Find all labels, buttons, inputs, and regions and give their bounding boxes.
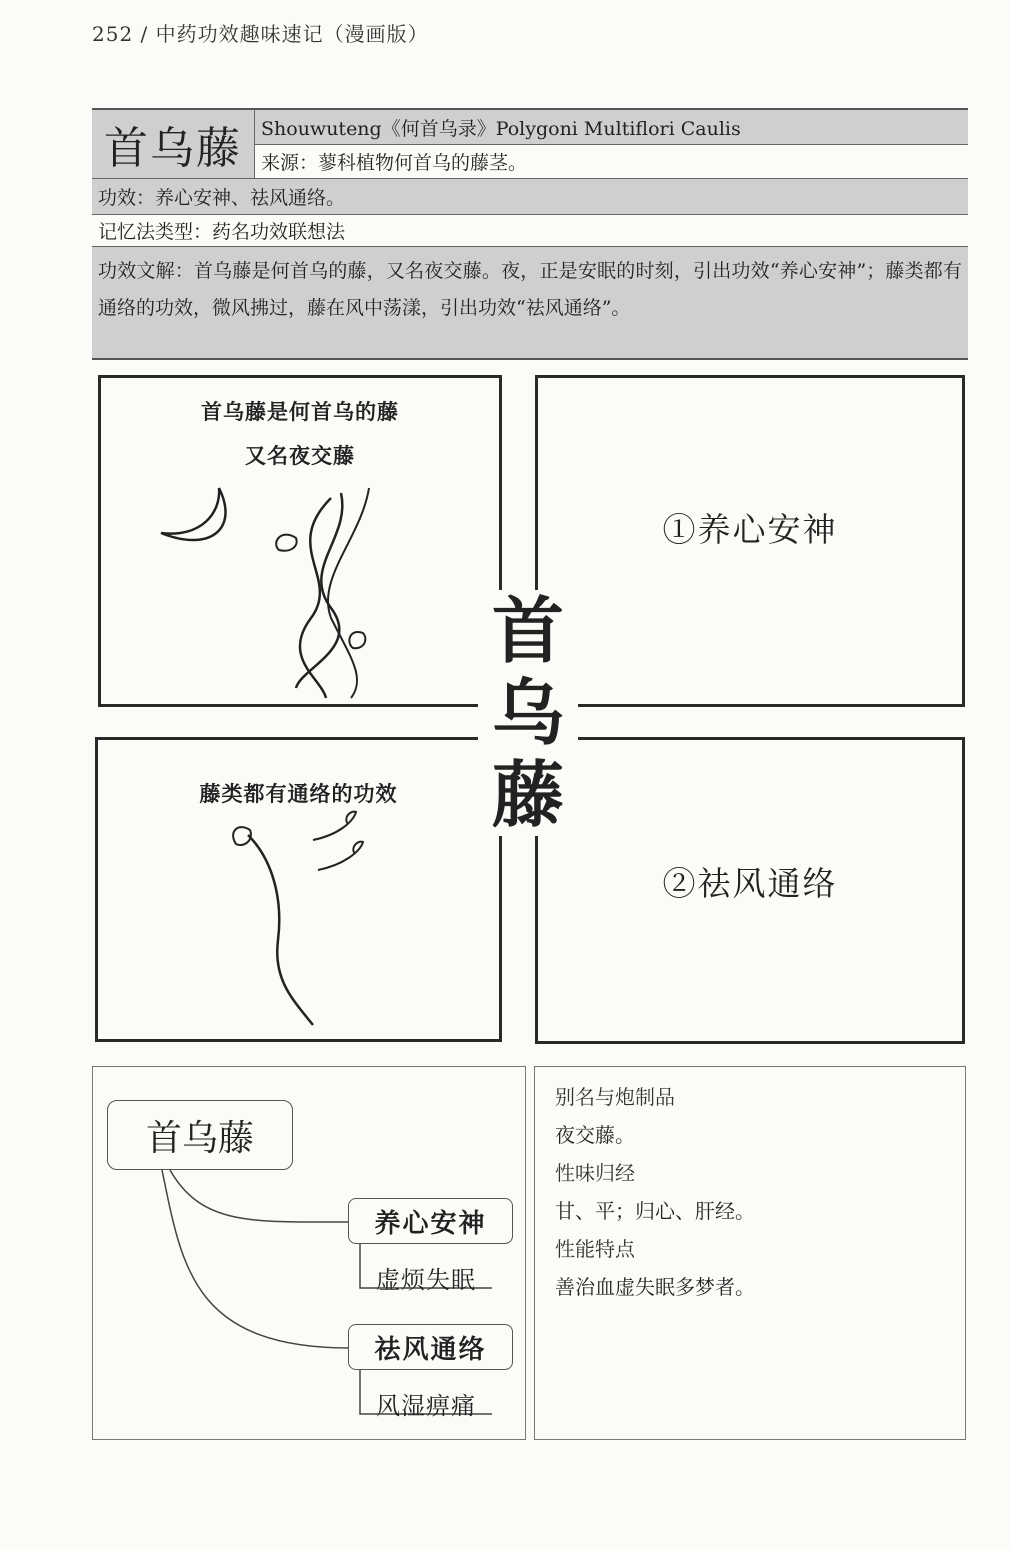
- panel4-text: ②祛风通络: [662, 864, 838, 903]
- nature-value: 甘、平；归心、肝经。: [555, 1199, 755, 1223]
- side-info: [555, 1078, 955, 1306]
- mindmap-branch-1: 养心安神: [348, 1198, 513, 1244]
- latin-name-line: Shouwuteng《何首乌录》Polygoni Multiflori Caulis: [255, 110, 968, 145]
- comic-panel-4: [535, 737, 965, 1044]
- moon-icon: [161, 488, 226, 540]
- leaf-icon: [276, 535, 296, 551]
- panel3-caption: 藤类都有通络的功效: [199, 781, 398, 806]
- header-separator: /: [140, 22, 149, 46]
- mindmap-sub-1: 虚烦失眠: [376, 1266, 476, 1294]
- wind-and-vine-drawing: [98, 740, 499, 1039]
- explanation-text: 功效文解：首乌藤是何首乌的藤，又名夜交藤。夜，正是安眠的时刻，引出功效“养心安神”；藤类都有通络的功效，微风拂过，藤在风中荡漾，引出功效“祛风通络”。: [92, 247, 968, 358]
- comic-panel-1: [98, 375, 502, 707]
- center-vertical-title: [478, 590, 578, 836]
- feature-value: 善治血虚失眠多梦者。: [555, 1275, 755, 1299]
- connector-line: [162, 1170, 350, 1348]
- panel2-text: ①养心安神: [662, 510, 838, 549]
- mindmap-root: 首乌藤: [107, 1100, 293, 1170]
- connector-line: [170, 1170, 350, 1222]
- nature-title: 性味归经: [555, 1161, 635, 1185]
- panel1-caption-line1: 首乌藤是何首乌的藤: [201, 399, 399, 424]
- leaf-icon: [349, 632, 365, 648]
- wind-gust-icon: [318, 842, 363, 870]
- alias-title: 别名与炮制品: [555, 1085, 675, 1109]
- source-line: 来源：蓼科植物何首乌的藤茎。: [261, 152, 528, 174]
- comic-panel-2: [535, 375, 965, 707]
- comic-panel-3: [95, 737, 502, 1042]
- book-title: 中药功效趣味速记（漫画版）: [155, 22, 429, 46]
- effect-line: 功效：养心安神、祛风通络。: [92, 179, 968, 215]
- vine-stem: [248, 835, 313, 1025]
- center-char: 藤: [491, 753, 564, 837]
- page-number: 252: [92, 22, 134, 46]
- memory-type-line: 记忆法类型：药名功效联想法: [92, 215, 968, 247]
- wind-gust-icon: [313, 812, 356, 840]
- herb-info-table: [92, 108, 968, 360]
- page-header: [92, 18, 429, 47]
- vine-stem-3: [328, 488, 369, 698]
- mindmap-branch-2: 祛风通络: [348, 1324, 513, 1370]
- moon-and-vine-drawing: [101, 378, 499, 704]
- center-char: 首: [491, 589, 564, 673]
- center-char: 乌: [491, 671, 564, 755]
- herb-name: 首乌藤: [92, 110, 255, 178]
- mindmap-sub-2: 风湿痹痛: [376, 1392, 476, 1420]
- panel1-caption-line2: 又名夜交藤: [245, 443, 355, 468]
- feature-title: 性能特点: [555, 1237, 635, 1261]
- alias-value: 夜交藤。: [555, 1123, 635, 1147]
